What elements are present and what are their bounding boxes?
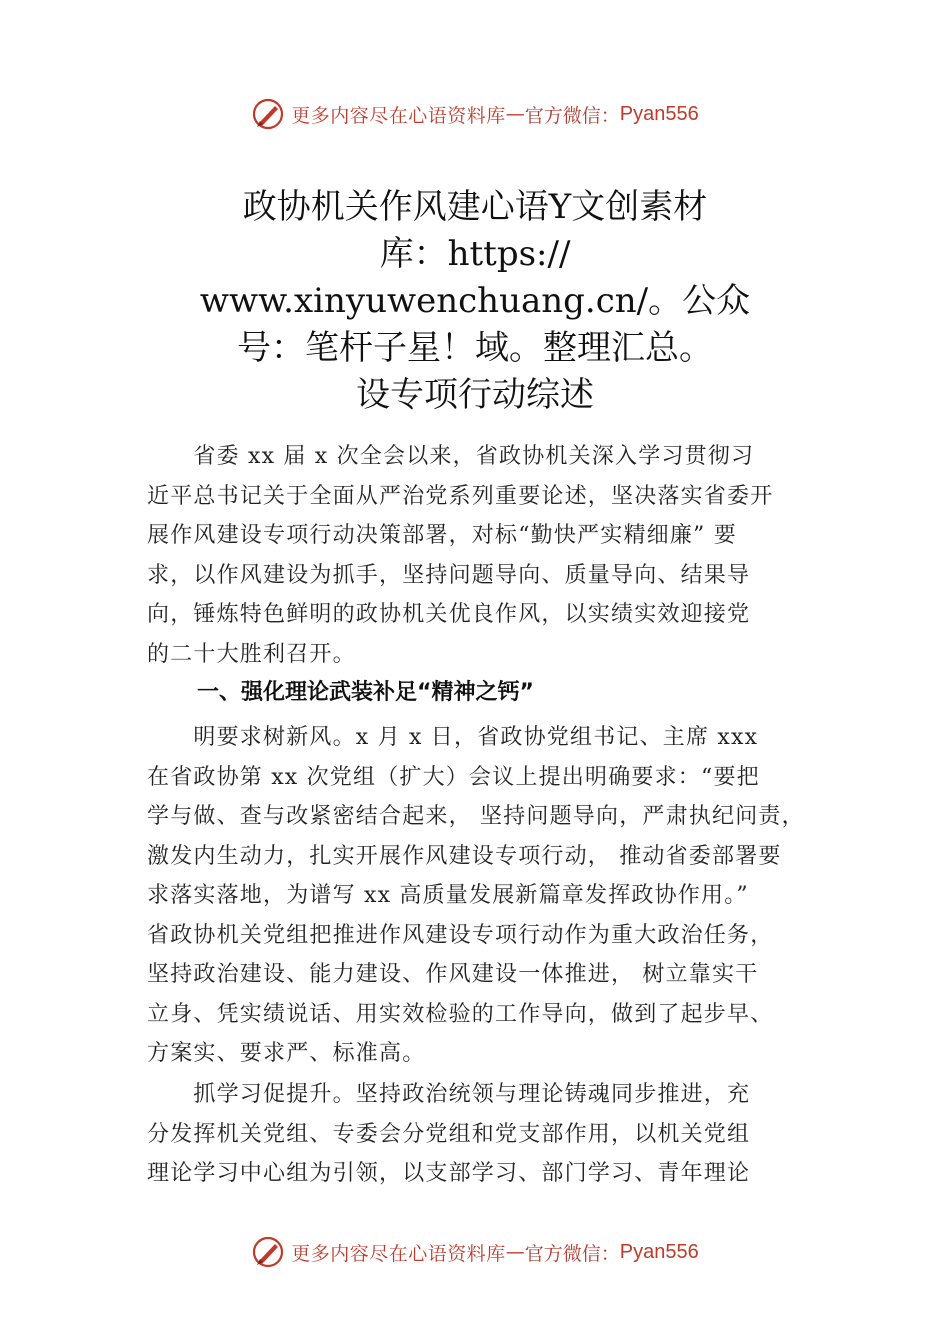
- banner-separator: —: [505, 1241, 525, 1263]
- title-line: 库：https://: [379, 234, 571, 274]
- footer-watermark-banner: [0, 1232, 950, 1272]
- header-watermark-banner: [0, 94, 950, 134]
- pen-logo-icon: [251, 1235, 285, 1269]
- title-line: 号：笔杆子星！域。整理汇总。: [237, 328, 713, 368]
- text-line: 近平总书记关于全面从严治党系列重要论述，坚决落实省委开: [147, 483, 774, 509]
- text-line: 求，以作风建设为抓手，坚持问题导向、质量导向、结果导: [147, 562, 751, 588]
- text-line: 立身、凭实绩说话、用实效检验的工作导向，做到了起步早、: [147, 1001, 774, 1027]
- text-line: 激发内生动力，扎实开展作风建设专项行动， 推动省委部署要: [147, 843, 782, 869]
- text-line: 理论学习中心组为引领，以支部学习、部门学习、青年理论: [147, 1161, 751, 1186]
- title-line: 政协机关作风建心语Y文创素材: [242, 187, 708, 227]
- banner-wechat-label: 官方微信：: [524, 104, 620, 127]
- text-line: 学与做、查与改紧密结合起来， 坚持问题导向，严肃执纪问责，: [147, 804, 805, 829]
- text-line: 方案实、要求严、标准高。: [147, 1041, 426, 1066]
- text-line: 向，锤炼特色鲜明的政协机关优良作风，以实绩实效迎接党: [147, 602, 751, 627]
- document-title: [175, 184, 775, 419]
- text-line: 分发挥机关党组、专委会分党组和党支部作用，以机关党组: [147, 1121, 751, 1147]
- banner-wechat-label: 官方微信：: [524, 1242, 620, 1265]
- banner-separator: —: [505, 103, 525, 125]
- text-line: 省委 xx 届 x 次全会以来，省政协机关深入学习贯彻习: [147, 444, 755, 469]
- banner-text: 更多内容尽在心语资料库: [291, 1242, 506, 1265]
- intro-paragraph: [147, 437, 827, 674]
- banner-text: 更多内容尽在心语资料库: [291, 104, 506, 127]
- text-line: 坚持政治建设、能力建设、作风建设一体推进， 树立靠实干: [147, 962, 759, 987]
- text-line: 明要求树新风。x 月 x 日，省政协党组书记、主席 xxx: [147, 725, 759, 750]
- paragraph-study: [147, 1075, 827, 1194]
- text-line: 的二十大胜利召开。: [147, 641, 356, 667]
- text-line: 展作风建设专项行动决策部署，对标“勤快严实精细廉” 要: [147, 523, 737, 548]
- text-line: 在省政协第 xx 次党组（扩大）会议上提出明确要求：“要把: [147, 764, 760, 790]
- section-heading: 一、强化理论武装补足“精神之钙”: [197, 680, 534, 705]
- title-line: www.xinyuwenchuang.cn/。公众: [199, 281, 751, 321]
- banner-wechat-id: Pyan556: [619, 102, 699, 125]
- text-line: 抓学习促提升。坚持政治统领与理论铸魂同步推进，充: [147, 1082, 751, 1107]
- pen-logo-icon: [251, 97, 285, 131]
- title-line: 设专项行动综述: [356, 375, 594, 415]
- paragraph-requirements: [147, 718, 827, 1074]
- text-line: 求落实落地，为谱写 xx 高质量发展新篇章发挥政协作用。”: [147, 883, 749, 908]
- text-line: 省政协机关党组把推进作风建设专项行动作为重大政治任务，: [147, 922, 774, 948]
- banner-wechat-id: Pyan556: [619, 1240, 699, 1263]
